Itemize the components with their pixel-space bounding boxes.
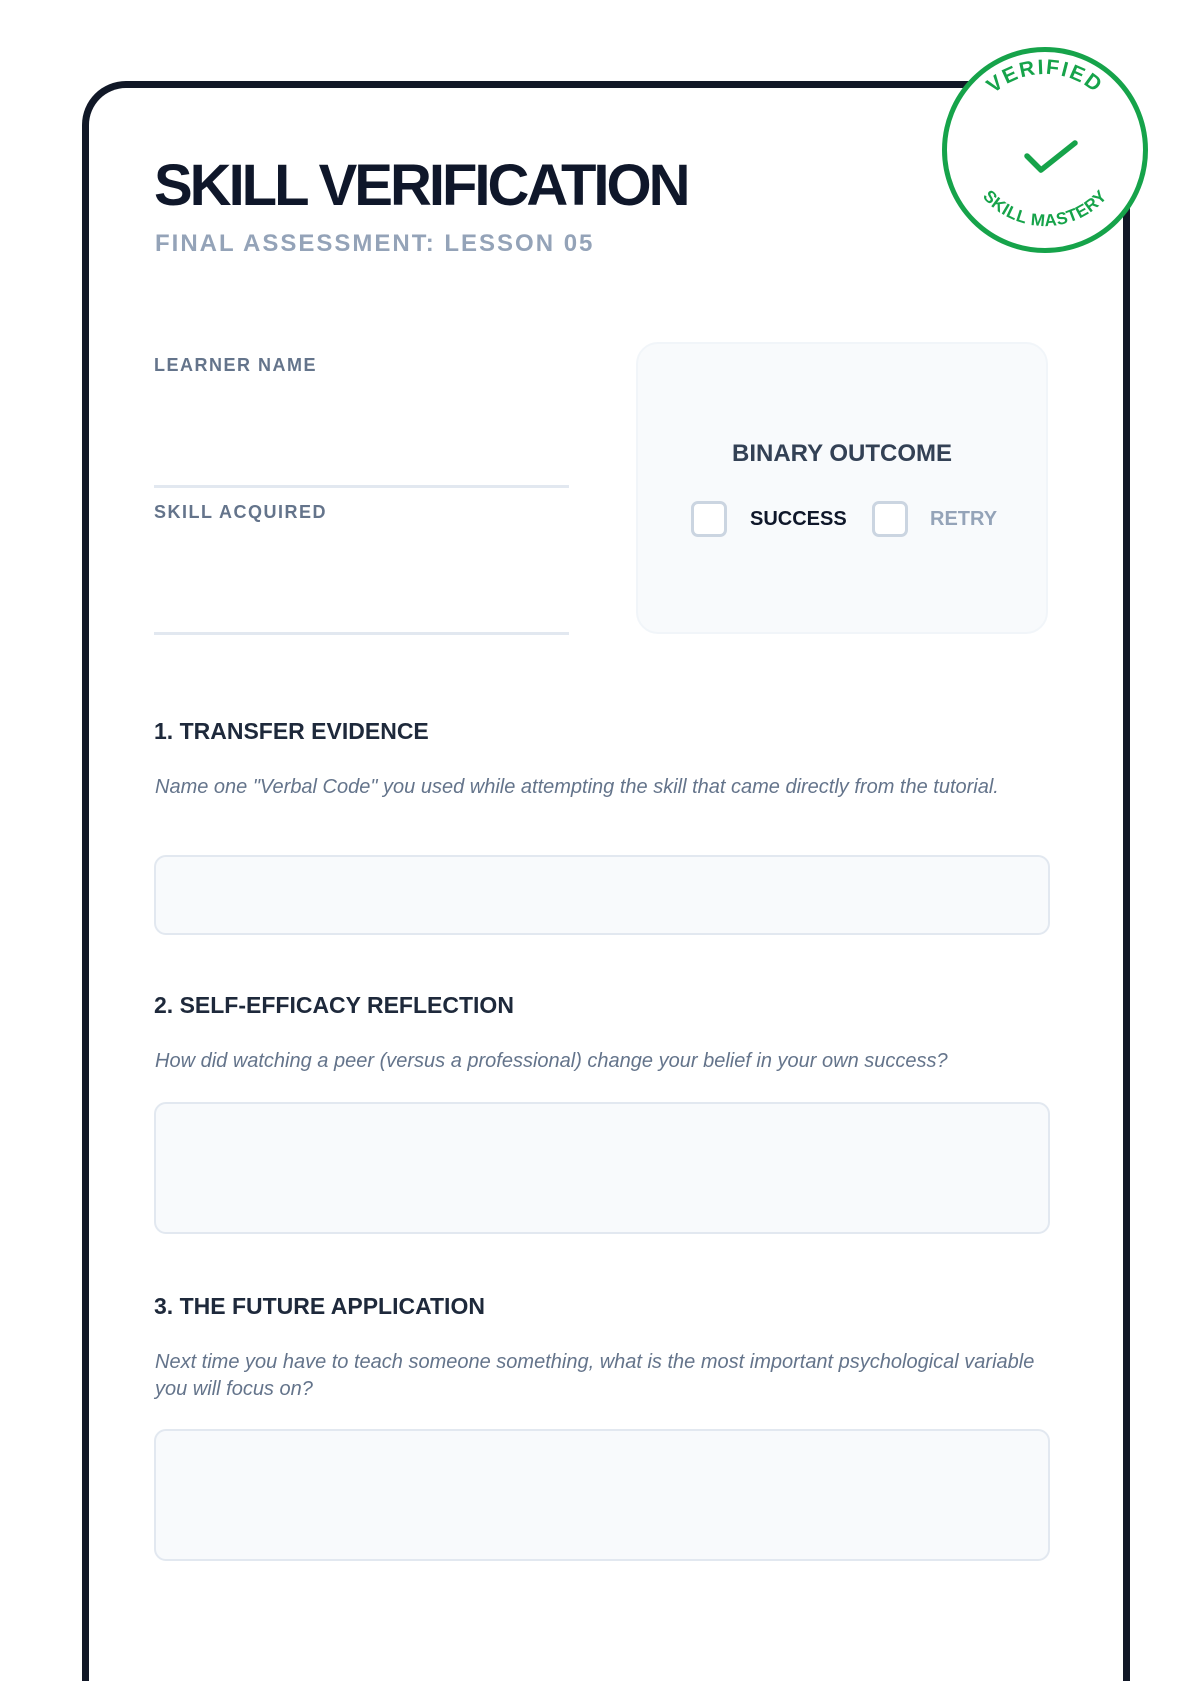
binary-outcome-panel	[636, 342, 1048, 634]
page-subtitle: FINAL ASSESSMENT: LESSON 05	[155, 230, 595, 257]
retry-label: RETRY	[930, 508, 998, 530]
skill-acquired-label: SKILL ACQUIRED	[154, 502, 328, 522]
checkmark-icon	[1027, 143, 1075, 170]
question-2-heading: 2. SELF-EFFICACY REFLECTION	[154, 992, 514, 1018]
skill-acquired-underline	[154, 632, 569, 635]
learner-name-field[interactable]	[154, 385, 569, 485]
learner-name-label: LEARNER NAME	[154, 355, 318, 375]
success-checkbox[interactable]	[691, 501, 727, 537]
stamp-graphic	[947, 52, 1143, 248]
page-title: SKILL VERIFICATION	[154, 153, 688, 218]
skill-acquired-field[interactable]	[154, 532, 569, 632]
retry-checkbox[interactable]	[872, 501, 908, 537]
verified-stamp	[942, 47, 1148, 253]
question-1-hint: Name one "Verbal Code" you used while attempting the skill that came directly from the tutorial.	[155, 776, 999, 798]
success-label: SUCCESS	[750, 508, 847, 530]
binary-outcome-title: BINARY OUTCOME	[731, 440, 952, 467]
question-1-heading: 1. TRANSFER EVIDENCE	[154, 718, 429, 744]
question-3-hint: Next time you have to teach someone something, what is the most important psychological variable you will focus on?	[155, 1351, 1035, 1400]
question-1-answer[interactable]	[154, 855, 1050, 935]
stamp-top-text: VERIFIED	[982, 55, 1108, 98]
stamp-bottom-text: SKILL MASTERY	[979, 186, 1111, 231]
question-3-answer[interactable]	[154, 1429, 1050, 1561]
question-3-heading: 3. THE FUTURE APPLICATION	[154, 1293, 485, 1319]
question-2-hint: How did watching a peer (versus a professional) change your belief in your own success?	[155, 1050, 948, 1072]
learner-name-underline	[154, 485, 569, 488]
question-2-answer[interactable]	[154, 1102, 1050, 1234]
